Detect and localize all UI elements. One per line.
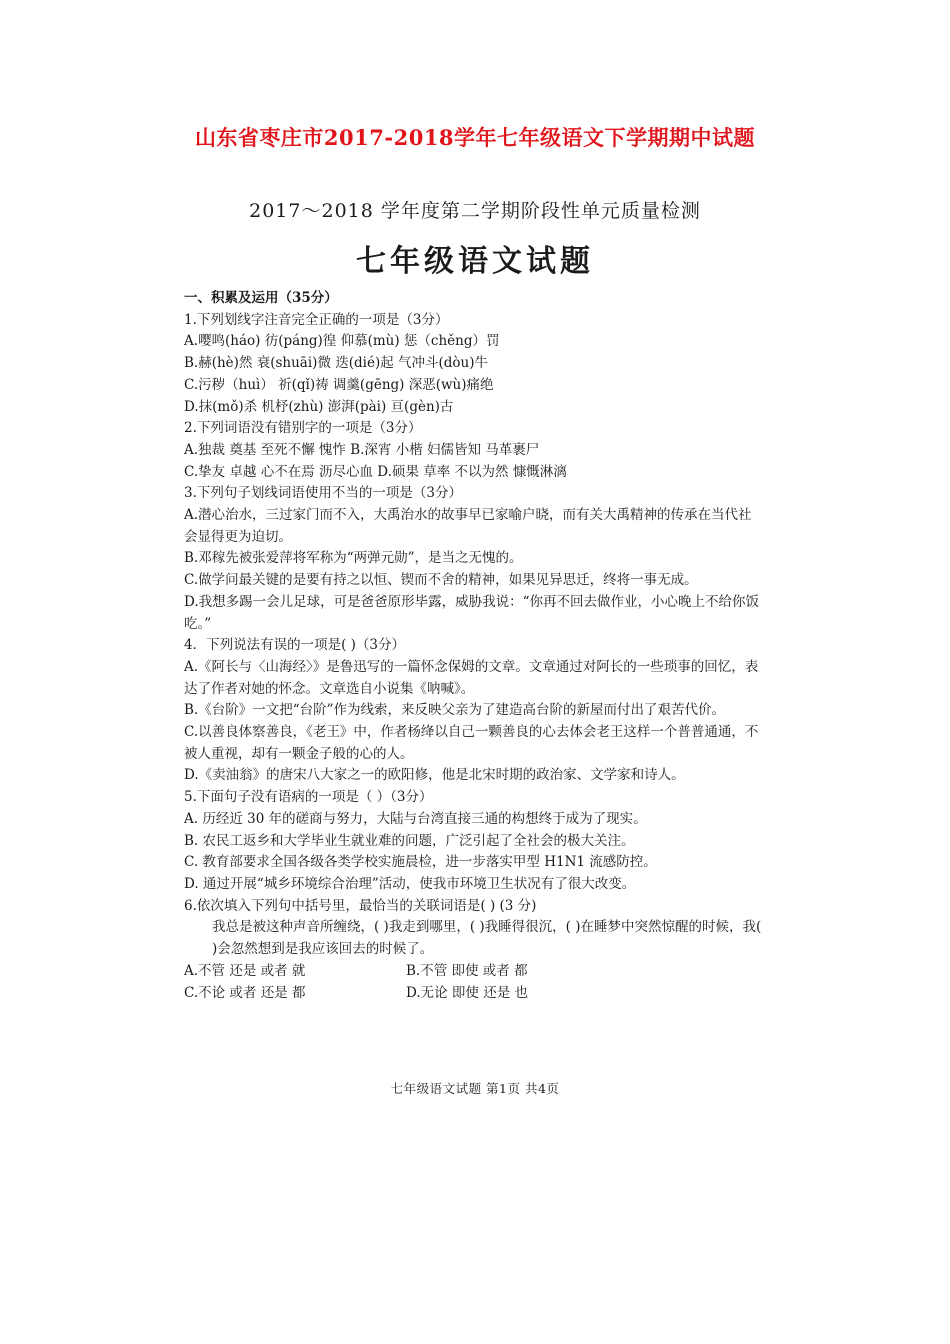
q3-stem: 3.下列句子划线词语使用不当的一项是（3分） [184, 485, 462, 502]
q1-option-a: A.嘤鸣(háo) 彷(páng)徨 仰慕(mù) 惩（chěng）罚 [184, 333, 500, 350]
q4-option-b: B.《台阶》一文把“台阶”作为线索，来反映父亲为了建造高台阶的新屋而付出了艰苦代价。 [184, 702, 726, 719]
q5-option-c: C. 教育部要求全国各级各类学校实施晨检，进一步落实甲型 H1N1 流感防控。 [184, 854, 657, 871]
q4-option-c: C.以善良体察善良，《老王》中，作者杨绛以自己一颗善良的心去体会老王这样一个普普通通，不被人重视，却有一颗金子般的心的人。 [184, 724, 759, 762]
q4-option-d: D.《卖油翁》的唐宋八大家之一的欧阳修，他是北宋时期的政治家、文学家和诗人。 [184, 767, 685, 784]
q5-option-b: B. 农民工返乡和大学毕业生就业难的问题，广泛引起了全社会的极大关注。 [184, 832, 635, 849]
exam-title: 七年级语文试题 [356, 244, 594, 279]
document-title: 山东省枣庄市2017-2018学年七年级语文下学期期中试题 [194, 125, 756, 150]
q6-options-row-1 [184, 961, 764, 983]
q3-option-a: A.潜心治水，三过家门而不入，大禹治水的故事早已家喻户晓，而有关大禹精神的传承在当代社会显得更为迫切。 [184, 507, 752, 545]
q6-passage: 我总是被这种声音所缠绕，( )我走到哪里，( )我睡得很沉，( )在睡梦中突然惊醒的时候，我( )会忽然想到是我应该回去的时候了。 [212, 919, 762, 958]
q5-stem: 5.下面句子没有语病的一项是（ ）（3分） [184, 789, 433, 806]
q6-options-row-2 [184, 983, 764, 1005]
q5-option-d: D. 通过开展“城乡环境综合治理”活动，使我市环境卫生状况有了很大改变。 [184, 875, 636, 892]
q3-option-d: D.我想多踢一会儿足球，可是爸爸原形毕露，威胁我说：“你再不回去做作业，小心晚上不给你饭吃。” [184, 593, 760, 632]
section-heading: 一、积累及运用（35分） [184, 290, 338, 306]
q1-stem: 1.下列划线字注音完全正确的一项是（3分） [184, 311, 449, 328]
q2-options-ab: A.独裁 奠基 至死不懈 愧怍 B.深宵 小楷 妇儒皆知 马革裹尸 [184, 441, 540, 458]
q2-stem: 2.下列词语没有错别字的一项是（3分） [184, 420, 422, 437]
q5-option-a: A. 历经近 30 年的磋商与努力，大陆与台湾直接三通的构想终于成为了现实。 [184, 810, 647, 827]
exam-subtitle: 2017～2018 学年度第二学期阶段性单元质量检测 [249, 200, 701, 222]
q6-option-d: D.无论 即使 还是 也 [406, 984, 529, 1001]
q6-stem: 6.依次填入下列句中括号里，最恰当的关联词语是( ) (3 分) [184, 897, 537, 914]
exam-content [184, 288, 764, 1004]
q3-option-b: B.邓稼先被张爱萍将军称为“两弹元勋”，是当之无愧的。 [184, 550, 523, 567]
q4-option-a: A.《阿长与〈山海经〉》是鲁迅写的一篇怀念保姆的文章。文章通过对阿长的一些琐事的回忆，表达了作者对她的怀念。文章选自小说集《呐喊》。 [184, 658, 759, 697]
q1-option-b: B.赫(hè)然 衰(shuāi)微 迭(dié)起 气冲斗(dòu)牛 [184, 355, 489, 372]
q6-option-b: B.不管 即使 或者 都 [406, 962, 528, 979]
q6-option-a: A.不管 还是 或者 就 [184, 962, 306, 979]
q6-option-c: C.不论 或者 还是 都 [184, 984, 306, 1001]
q3-option-c: C.做学问最关键的是要有持之以恒、锲而不舍的精神，如果见异思迁，终将一事无成。 [184, 572, 698, 589]
q1-option-c: C.污秽（huì） 祈(qǐ)祷 调羹(gēng) 深恶(wù)痛绝 [184, 376, 494, 393]
page-footer: 七年级语文试题 第1页 共4页 [390, 1081, 560, 1096]
q4-stem: 4．下列说法有误的一项是( )（3分） [184, 637, 406, 654]
q1-option-d: D.抹(mǒ)杀 机杼(zhù) 澎湃(pài) 亘(gèn)古 [184, 398, 454, 415]
q2-options-cd: C.挚友 卓越 心不在焉 沥尽心血 D.硕果 草率 不以为然 慷慨淋漓 [184, 463, 567, 480]
